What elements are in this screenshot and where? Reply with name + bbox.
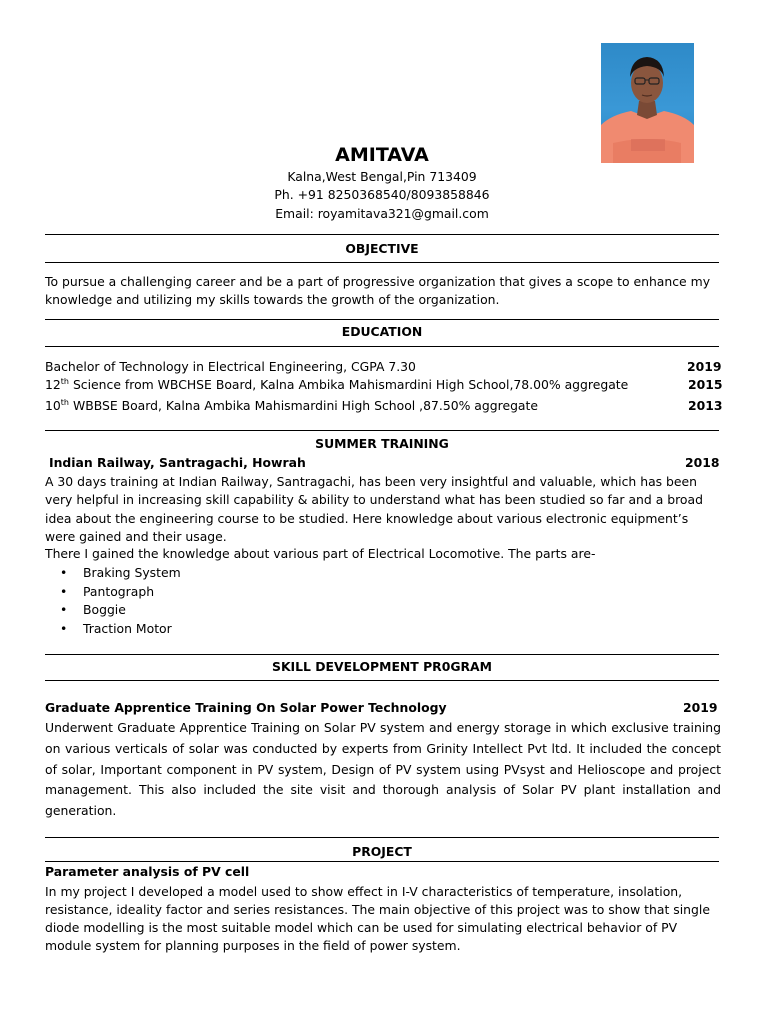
- skill-paragraph: Underwent Graduate Apprentice Training on Solar PV system and energy storage in which exclusive training on various verticals of solar was conducted by experts from Grinity Intellect Pvt ltd. It included the concept of solar, Important component in PV system, Design of PV system using PVsyst and Helioscope and project management. This also included the site visit and thorough analysis of Solar PV plant installation and generation.: [45, 720, 721, 819]
- divider: [45, 430, 719, 431]
- project-line: resistance, ideality factor and series resistances. The main objective of this project was to show that single: [45, 902, 710, 917]
- project-heading: Parameter analysis of PV cell: [45, 864, 250, 879]
- project-line: In my project I developed a model used to show effect in I-V characteristics of temperature, insolation,: [45, 884, 683, 899]
- training-line: There I gained the knowledge about various part of Electrical Locomotive. The parts are-: [45, 546, 596, 561]
- education-year: 2013: [688, 398, 723, 413]
- bullet-icon: •: [60, 565, 68, 580]
- education-year: 2015: [688, 377, 723, 392]
- education-text: WBBSE Board, Kalna Ambika Mahismardini High School ,87.50% aggregate: [69, 398, 539, 413]
- section-title-education: EDUCATION: [341, 324, 423, 339]
- bullet-icon: •: [60, 602, 68, 618]
- phone: Ph. +91 8250368540/8093858846: [274, 187, 490, 202]
- bullet-icon: •: [60, 583, 68, 599]
- divider: [45, 861, 719, 862]
- divider: [45, 837, 719, 838]
- list-item: • Braking System: [56, 564, 181, 583]
- education-text: Bachelor of Technology in Electrical Engineering, CGPA 7.30: [45, 359, 416, 374]
- skill-heading: Graduate Apprentice Training On Solar Power Technology: [45, 700, 447, 715]
- training-line: A 30 days training at Indian Railway, Santragachi, has been very insightful and valuable, which has been: [45, 474, 698, 489]
- divider: [45, 262, 719, 263]
- bullet-icon: •: [60, 620, 68, 636]
- objective-line: To pursue a challenging career and be a part of progressive organization that gives a scope to enhance my: [45, 274, 711, 289]
- education-grade: 12: [45, 377, 61, 392]
- divider: [45, 680, 719, 681]
- education-grade: 10: [45, 398, 61, 413]
- skill-heading-row: [45, 699, 719, 717]
- training-line: very helpful in increasing skill capability & ability to understand what has been studied so far and a broad: [45, 492, 703, 507]
- section-title-summer-training: SUMMER TRAINING: [315, 436, 449, 451]
- section-title-objective: OBJECTIVE: [345, 241, 419, 256]
- divider: [45, 346, 719, 347]
- training-org-row: [45, 454, 719, 472]
- ordinal-suffix: th: [60, 377, 69, 386]
- list-item: • Traction Motor: [56, 620, 181, 639]
- list-item: • Pantograph: [56, 583, 181, 602]
- email: Email: royamitava321@gmail.com: [275, 206, 489, 221]
- skill-year: 2019: [683, 700, 718, 715]
- education-text: Science from WBCHSE Board, Kalna Ambika Mahismardini High School,78.00% aggregate: [69, 377, 629, 392]
- education-item: [45, 397, 723, 415]
- section-title-skill-development: SKILL DEVELOPMENT PR0GRAM: [272, 659, 492, 674]
- divider: [45, 654, 719, 655]
- locomotive-parts-list: [56, 564, 181, 638]
- education-item: [45, 358, 722, 376]
- training-line: idea about the engineering course to be studied. Here knowledge about various electronic equipment’s: [45, 511, 689, 526]
- address: Kalna,West Bengal,Pin 713409: [287, 169, 477, 184]
- project-line: module system for planning purposes in the field of power system.: [45, 938, 461, 953]
- training-line: were gained and their usage.: [45, 529, 227, 544]
- education-year: 2019: [687, 359, 722, 374]
- training-org: Indian Railway, Santragachi, Howrah: [49, 455, 306, 470]
- education-item: [45, 376, 723, 394]
- divider: [45, 234, 719, 235]
- divider: [45, 319, 719, 320]
- training-year: 2018: [685, 455, 720, 470]
- project-line: diode modelling is the most suitable model which can be used for simulating electrical behavior of PV: [45, 920, 678, 935]
- ordinal-suffix: th: [60, 398, 69, 407]
- section-title-project: PROJECT: [352, 844, 412, 859]
- candidate-name: AMITAVA: [335, 144, 429, 166]
- list-item: • Boggie: [56, 601, 181, 620]
- objective-line: knowledge and utilizing my skills towards the growth of the organization.: [45, 292, 500, 307]
